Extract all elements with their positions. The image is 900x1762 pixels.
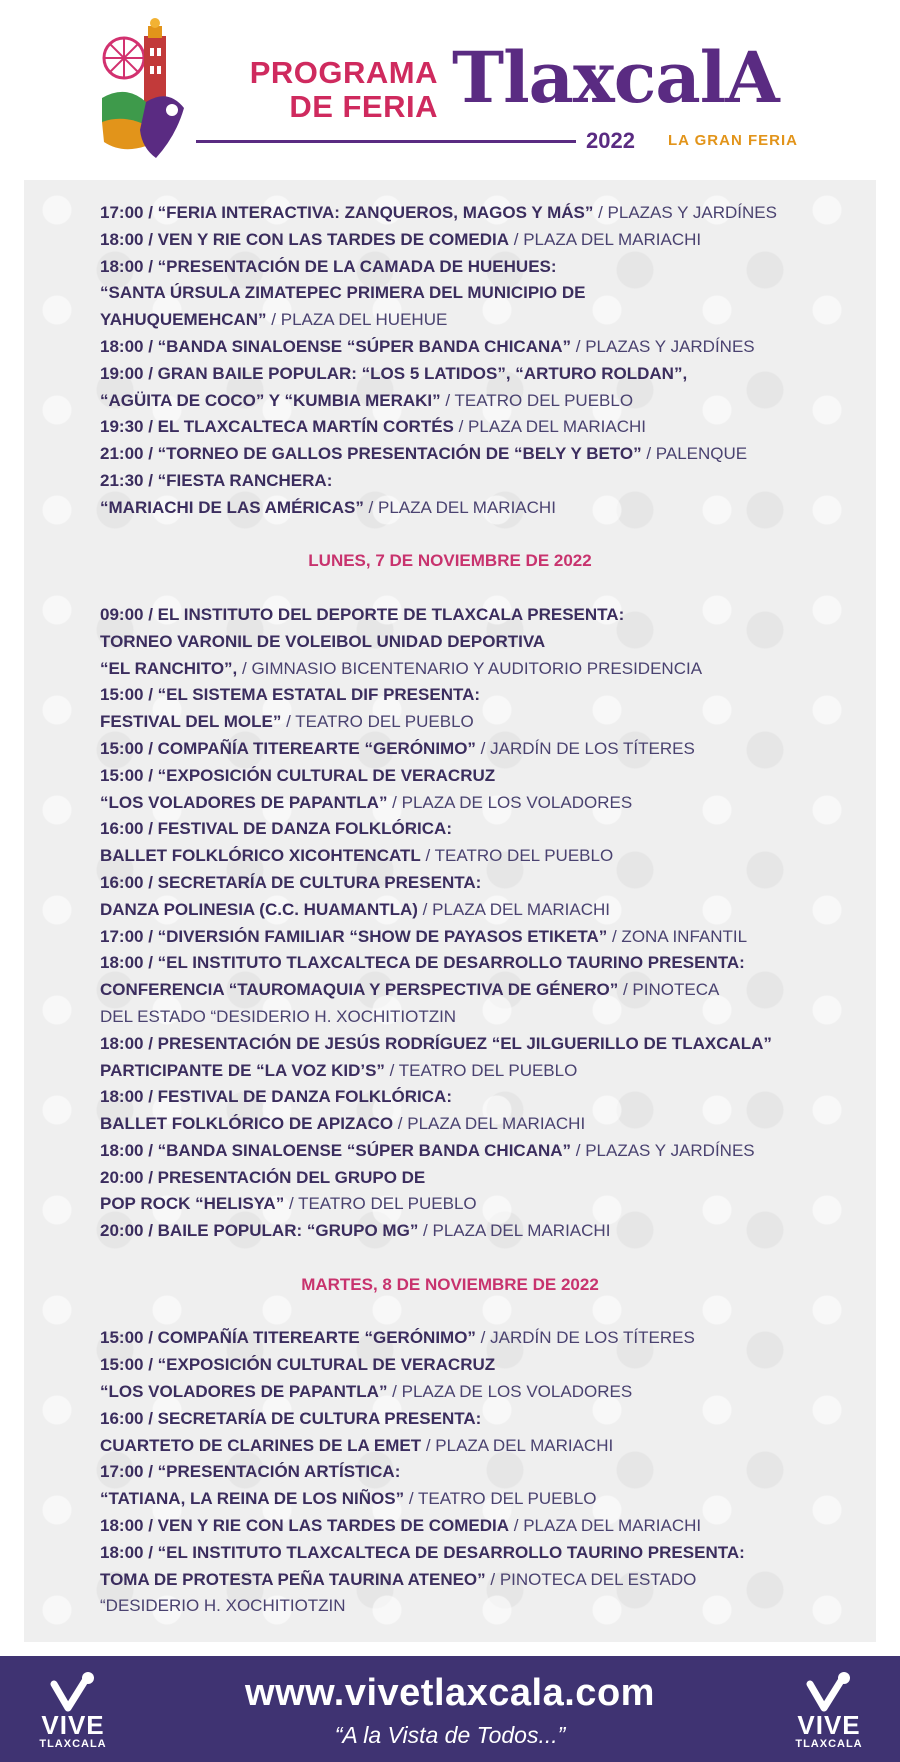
schedule-line	[100, 950, 800, 977]
schedule-line	[100, 414, 800, 441]
schedule-line	[100, 254, 800, 281]
event-venue: / PLAZA DEL MARIACHI	[418, 1221, 611, 1241]
schedule-line	[100, 388, 800, 415]
event-venue: / PLAZA DE LOS VOLADORES	[387, 792, 633, 812]
schedule-line	[100, 227, 800, 254]
event-title: 15:00 / “EXPOSICIÓN CULTURAL DE VERACRUZ	[100, 765, 496, 785]
event-title: 19:00 / GRAN BAILE POPULAR: “LOS 5 LATIDOS”, “ARTURO ROLDAN”,	[100, 363, 688, 383]
event-title: “MARIACHI DE LAS AMÉRICAS”	[100, 497, 364, 517]
event-title: 18:00 / “PRESENTACIÓN DE LA CAMADA DE HUEHUES:	[100, 256, 557, 276]
schedule-line	[100, 1352, 800, 1379]
schedule-line	[100, 1191, 800, 1218]
event-title: 15:00 / COMPAÑÍA TITEREARTE “GERÓNIMO”	[100, 738, 476, 758]
event-venue: / TEATRO DEL PUEBLO	[404, 1489, 597, 1509]
spacer	[100, 522, 800, 549]
vive-logo-word: VIVE	[797, 1710, 861, 1740]
schedule-line	[100, 1084, 800, 1111]
date-heading: MARTES, 8 DE NOVIEMBRE DE 2022	[301, 1274, 599, 1294]
schedule-line	[100, 1031, 800, 1058]
event-venue: / PALENQUE	[641, 444, 748, 464]
event-title: 15:00 / COMPAÑÍA TITEREARTE “GERÓNIMO”	[100, 1328, 476, 1348]
event-venue: / PLAZA DEL HUEHUE	[266, 310, 448, 330]
schedule-line	[100, 656, 800, 683]
schedule-line	[100, 1540, 800, 1567]
fair-logo-icon	[96, 18, 196, 170]
event-venue: / TEATRO DEL PUEBLO	[384, 1060, 578, 1080]
schedule-line	[100, 977, 800, 1004]
event-title: 18:00 / “EL INSTITUTO TLAXCALTECA DE DESARROLLO TAURINO PRESENTA:	[100, 953, 745, 973]
date-heading: LUNES, 7 DE NOVIEMBRE DE 2022	[308, 551, 592, 571]
event-title: 17:00 / “PRESENTACIÓN ARTÍSTICA:	[100, 1462, 401, 1482]
spacer	[100, 575, 800, 602]
schedule-line	[100, 924, 800, 951]
event-title: POP ROCK “HELISYA”	[100, 1194, 285, 1214]
event-title: PARTICIPANTE DE “LA VOZ KID’S”	[100, 1060, 385, 1080]
schedule-line	[100, 441, 800, 468]
event-title: “LOS VOLADORES DE PAPANTLA”	[100, 1382, 388, 1402]
schedule-line	[100, 1433, 800, 1460]
vive-check-icon	[48, 1670, 98, 1712]
event-venue: / ZONA INFANTIL	[607, 926, 748, 946]
event-venue: / JARDÍN DE LOS TÍTERES	[475, 1328, 695, 1348]
schedule-line	[100, 602, 800, 629]
event-venue: / PLAZA DEL MARIACHI	[509, 229, 702, 249]
event-title: 18:00 / “BANDA SINALOENSE “SÚPER BANDA CHICANA”	[100, 1140, 572, 1160]
event-title: 18:00 / FESTIVAL DE DANZA FOLKLÓRICA:	[100, 1087, 452, 1107]
schedule-line	[100, 763, 800, 790]
schedule-line	[100, 1218, 800, 1245]
event-title: “EL RANCHITO”,	[100, 658, 238, 678]
event-title: 17:00 / “FERIA INTERACTIVA: ZANQUEROS, MAGOS Y MÁS”	[100, 203, 594, 222]
event-venue: / PLAZA DEL MARIACHI	[417, 899, 611, 919]
event-title: 18:00 / “EL INSTITUTO TLAXCALTECA DE DESARROLLO TAURINO PRESENTA:	[100, 1542, 745, 1562]
event-venue: / PINOTECA	[618, 980, 720, 1000]
schedule-line	[100, 1406, 800, 1433]
vive-logo-sub: TLAXCALA	[795, 1738, 863, 1750]
event-title: “LOS VOLADORES DE PAPANTLA”	[100, 792, 388, 812]
event-venue: / TEATRO DEL PUEBLO	[284, 1194, 477, 1214]
schedule-line	[100, 307, 800, 334]
schedule-line	[100, 843, 800, 870]
event-title: TOMA DE PROTESTA PEÑA TAURINA ATENEO”	[100, 1569, 486, 1589]
schedule-line	[100, 1379, 800, 1406]
schedule-line	[100, 870, 800, 897]
vive-logo-left	[28, 1670, 118, 1754]
schedule-line	[100, 1459, 800, 1486]
event-title: BALLET FOLKLÓRICO DE APIZACO	[100, 1114, 394, 1134]
schedule-line	[100, 495, 800, 522]
event-venue: / PLAZA DEL MARIACHI	[421, 1435, 614, 1455]
program-title-line1: PROGRAMA	[249, 55, 438, 90]
event-title: “TATIANA, LA REINA DE LOS NIÑOS”	[100, 1489, 405, 1509]
footer	[0, 1656, 900, 1762]
schedule-line	[100, 790, 800, 817]
schedule-line	[100, 1111, 800, 1138]
event-venue: / GIMNASIO BICENTENARIO Y AUDITORIO PRESIDENCIA	[237, 658, 703, 678]
event-venue: / PLAZA DEL MARIACHI	[453, 417, 646, 437]
event-title: “SANTA ÚRSULA ZIMATEPEC PRIMERA DEL MUNICIPIO DE	[100, 283, 586, 303]
event-title: 16:00 / FESTIVAL DE DANZA FOLKLÓRICA:	[100, 819, 452, 839]
event-venue: / PLAZA DE LOS VOLADORES	[387, 1382, 633, 1402]
schedule-line	[100, 1165, 800, 1192]
schedule-line	[100, 1593, 800, 1620]
event-title: 18:00 / VEN Y RIE CON LAS TARDES DE COMEDIA	[100, 1516, 510, 1536]
schedule-line	[100, 1325, 800, 1352]
event-title: BALLET FOLKLÓRICO XICOHTENCATL	[100, 846, 421, 866]
spacer	[100, 1299, 800, 1326]
event-venue: / TEATRO DEL PUEBLO	[420, 846, 614, 866]
schedule-line	[100, 1567, 800, 1594]
event-title: FESTIVAL DEL MOLE”	[100, 712, 282, 732]
event-title: 20:00 / PRESENTACIÓN DEL GRUPO DE	[100, 1167, 426, 1187]
brand-wordmark: TlaxcalA	[452, 36, 779, 119]
event-title: 16:00 / SECRETARÍA DE CULTURA PRESENTA:	[100, 872, 482, 892]
schedule-list	[100, 200, 800, 1620]
event-title: 15:00 / “EXPOSICIÓN CULTURAL DE VERACRUZ	[100, 1355, 496, 1375]
event-title: 09:00 / EL INSTITUTO DEL DEPORTE DE TLAXCALA PRESENTA:	[100, 604, 625, 624]
event-title: 16:00 / SECRETARÍA DE CULTURA PRESENTA:	[100, 1408, 482, 1428]
event-title: DANZA POLINESIA (C.C. HUAMANTLA)	[100, 899, 418, 919]
brand-subtitle: LA GRAN FERIA	[668, 132, 798, 149]
tagline: “A la Vista de Todos...”	[334, 1722, 566, 1748]
event-venue: / TEATRO DEL PUEBLO	[281, 712, 474, 732]
event-venue: / TEATRO DEL PUEBLO	[440, 390, 634, 410]
schedule-line	[100, 468, 800, 495]
event-venue: / PINOTECA DEL ESTADO	[485, 1569, 697, 1589]
event-title: 18:00 / PRESENTACIÓN DE JESÚS RODRÍGUEZ “EL JILGUERILLO DE TLAXCALA”	[100, 1033, 772, 1053]
event-venue: “DESIDERIO H. XOCHITIOTZIN	[100, 1596, 346, 1616]
schedule-line	[100, 682, 800, 709]
brand-divider	[196, 140, 576, 143]
website-url[interactable]: www.vivetlaxcala.com	[245, 1672, 655, 1714]
schedule-line	[100, 816, 800, 843]
schedule-line	[100, 361, 800, 388]
schedule-line	[100, 897, 800, 924]
event-title: 20:00 / BAILE POPULAR: “GRUPO MG”	[100, 1221, 419, 1241]
schedule-line	[100, 280, 800, 307]
event-title: YAHUQUEMEHCAN”	[100, 310, 267, 330]
event-title: 19:30 / EL TLAXCALTECA MARTÍN CORTÉS	[100, 417, 454, 437]
event-title: 21:30 / “FIESTA RANCHERA:	[100, 470, 333, 490]
event-title: CUARTETO DE CLARINES DE LA EMET	[100, 1435, 422, 1455]
schedule-line	[100, 736, 800, 763]
schedule-line	[100, 334, 800, 361]
spacer	[100, 1245, 800, 1272]
program-title	[238, 56, 438, 124]
schedule-line	[100, 1513, 800, 1540]
schedule-line	[100, 709, 800, 736]
schedule-line	[100, 629, 800, 656]
event-venue: / PLAZA DEL MARIACHI	[363, 497, 556, 517]
event-title: TORNEO VARONIL DE VOLEIBOL UNIDAD DEPORTIVA	[100, 631, 546, 651]
schedule-line	[100, 1486, 800, 1513]
schedule-line	[100, 200, 800, 227]
event-title: 15:00 / “EL SISTEMA ESTATAL DIF PRESENTA:	[100, 685, 481, 705]
event-venue: / PLAZAS Y JARDÍNES	[571, 1140, 755, 1160]
event-venue: / PLAZA DEL MARIACHI	[509, 1516, 702, 1536]
schedule-line	[100, 1138, 800, 1165]
event-title: CONFERENCIA “TAUROMAQUIA Y PERSPECTIVA DE GÉNERO”	[100, 980, 619, 1000]
event-venue: DEL ESTADO “DESIDERIO H. XOCHITIOTZIN	[100, 1006, 457, 1026]
vive-logo-right	[784, 1670, 874, 1754]
event-venue: / PLAZAS Y JARDÍNES	[593, 203, 777, 222]
event-title: 18:00 / “BANDA SINALOENSE “SÚPER BANDA CHICANA”	[100, 336, 572, 356]
brand-year: 2022	[586, 128, 635, 153]
vive-check-icon	[804, 1670, 854, 1712]
vive-logo-word: VIVE	[41, 1710, 105, 1740]
vive-logo-sub: TLAXCALA	[39, 1738, 107, 1750]
event-venue: / PLAZA DEL MARIACHI	[393, 1114, 586, 1134]
program-title-line2: DE FERIA	[289, 89, 438, 124]
event-title: 17:00 / “DIVERSIÓN FAMILIAR “SHOW DE PAYASOS ETIKETA”	[100, 926, 608, 946]
event-title: 21:00 / “TORNEO DE GALLOS PRESENTACIÓN DE “BELY Y BETO”	[100, 444, 642, 464]
header	[0, 0, 900, 178]
event-venue: / PLAZAS Y JARDÍNES	[571, 336, 755, 356]
event-title: 18:00 / VEN Y RIE CON LAS TARDES DE COMEDIA	[100, 229, 510, 249]
event-title: “AGÜITA DE COCO” Y “KUMBIA MERAKI”	[100, 390, 441, 410]
event-venue: / JARDÍN DE LOS TÍTERES	[475, 738, 695, 758]
schedule-line	[100, 1058, 800, 1085]
schedule-line	[100, 1004, 800, 1031]
